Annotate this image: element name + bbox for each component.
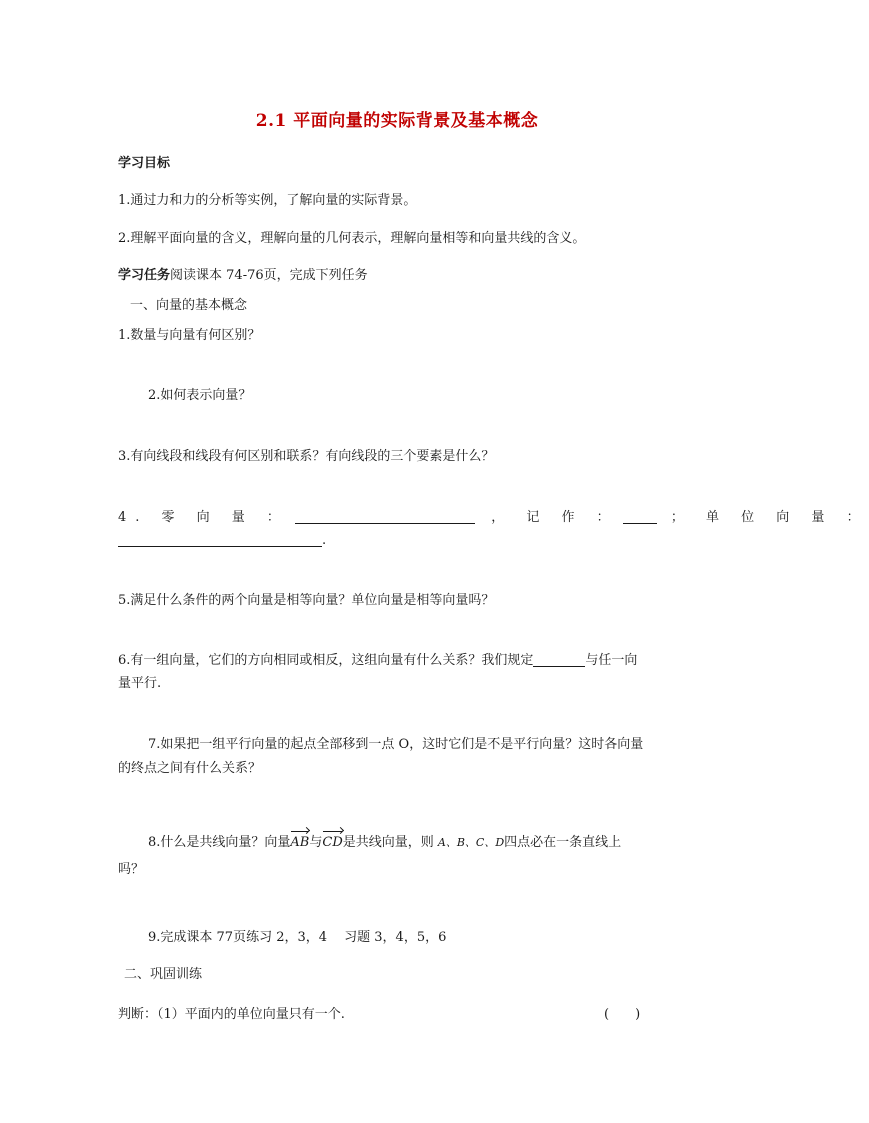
q8-text-a: 8.什么是共线向量？向量 <box>148 835 291 850</box>
question-6-line2: 量平行. <box>118 676 162 691</box>
objective-item-1: 1.通过力和力的分析等实例，了解向量的实际背景。 <box>118 193 417 208</box>
q6-blank[interactable] <box>533 652 585 667</box>
section1-heading: 一、向量的基本概念 <box>130 298 248 313</box>
vector-ab: AB <box>290 829 309 854</box>
task-text: 阅读课本 74-76页，完成下列任务 <box>170 268 368 283</box>
question-4-line2 <box>118 530 326 552</box>
task-line <box>118 265 368 287</box>
section2-heading: 二、巩固训练 <box>124 967 203 982</box>
question-6-line1 <box>118 650 637 672</box>
question-4-line1 <box>118 507 869 529</box>
task-heading: 学习任务 <box>118 268 171 283</box>
q4-prefix: 4. 零 向 量 ： <box>118 510 289 525</box>
question-7-line1: 7.如果把一组平行向量的起点全部移到一点 O，这时它们是不是平行向量？这时各向量 <box>148 737 644 752</box>
q8-text-b: 与 <box>309 835 323 850</box>
objectives-heading: 学习目标 <box>118 156 171 171</box>
unit-vector-blank[interactable] <box>118 532 322 547</box>
q6-text-b: 与任一向 <box>585 653 638 668</box>
zero-vector-blank[interactable] <box>295 509 475 524</box>
objective-item-2: 2.理解平面向量的含义，理解向量的几何表示，理解向量相等和向量共线的含义。 <box>118 231 586 246</box>
q6-text-a: 6.有一组向量，它们的方向相同或相反，这组向量有什么关系？我们规定 <box>118 653 534 668</box>
question-9: 9.完成课本 77页练习 2，3，4 习题 3，4，5，6 <box>148 930 447 945</box>
judge-item-1: 判断：（1）平面内的单位向量只有一个. <box>118 1007 345 1022</box>
question-2: 2.如何表示向量？ <box>148 388 252 403</box>
q8-text-d: 四点必在一条直线上 <box>504 835 622 850</box>
q4-end: . <box>322 533 327 548</box>
question-8-line2: 吗？ <box>118 862 145 877</box>
question-7-line2: 的终点之间有什么关系？ <box>118 761 262 776</box>
vector-cd: CD <box>322 829 342 854</box>
q8-points: A、B、C、D <box>437 836 505 849</box>
q8-text-c: 是共线向量，则 <box>342 835 434 850</box>
page-title: 2.1 平面向量的实际背景及基本概念 <box>255 111 539 131</box>
question-8-line1 <box>148 829 621 854</box>
question-1: 1.数量与向量有何区别？ <box>118 328 261 343</box>
judge-answer-paren[interactable]: ( ) <box>604 1007 641 1022</box>
notation-blank[interactable] <box>623 509 657 524</box>
question-5: 5.满足什么条件的两个向量是相等向量？单位向量是相等向量吗？ <box>118 593 495 608</box>
q4-mid2: ； 单 位 向 量 ： <box>670 510 869 525</box>
q4-mid1: ， 记 作 ： <box>491 510 619 525</box>
question-3: 3.有向线段和线段有何区别和联系？有向线段的三个要素是什么？ <box>118 449 495 464</box>
